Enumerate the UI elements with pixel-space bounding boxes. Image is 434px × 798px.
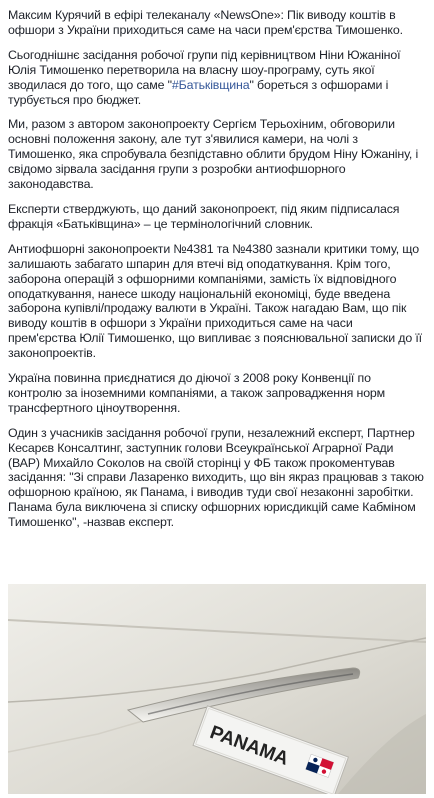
hashtag-link[interactable]: #Батьківщина (171, 77, 250, 92)
paragraph-2-text-before: Сьогоднішнє засідання робочої групи під керівництвом Ніни Южаніної Юлія Тимошенко перетворила на власну шоу-програму, суть якої зводилася до того, що саме " (8, 47, 401, 92)
post-paragraph-5: Антиофшорні законопроекти №4381 та №4380 зазнали критики тому, що залишають забагато шпарин для втечі від оподаткування. Крім того, заборона операцій з офшорними компаніями, замість їх відповідного оподаткування, нанесе шкоду національній економіці, буде введена заборона купівлі/продажу валюти в Україні. Також нагадаю Вам, що пік виводу коштів в офшори з України приходиться саме на часи прем'єрства Юлії Тимошенко, що випливає з пояснювальної записки до її законопроектів. (8, 241, 422, 361)
post-photo[interactable] (8, 584, 426, 794)
mailbox-photo (8, 584, 426, 794)
post-paragraph-1: Максим Курячий в ефірі телеканалу «NewsOne»: Пік виводу коштів в офшори з України приходиться саме на часи прем'єрства Тимошенко. (8, 8, 403, 37)
post-paragraph-6: Україна повинна приєднатися до діючої з 2008 року Конвенції по контролю за іноземними компаніями, а також запровадження норм трансфертного ціноутворення. (8, 371, 386, 415)
mailbox-label-text: PANAMA (207, 722, 292, 770)
post-paragraph-3: Ми, разом з автором законопроекту Сергієм Терьохіним, обговорили основні положення закону, але тут з'явилися камери, на чолі з Тимошенко, яка спробувала безпідставно облити брудом Ніну Южаніну, і свідомо зірвала засідання групи з розробки антиофшорного законодавства. (8, 117, 419, 192)
post-paragraph-4: Експерти стверджують, що даний законопроект, під яким підписалася фракція «Батьківщина» – це термінологічний словник. (8, 201, 400, 231)
post-paragraph-7: Один з учасників засідання робочої групи, незалежний експерт, Партнер Кесарєв Консалтинг, заступник голови Всеукраїнської Аграрної Ради (ВАР) Михайло Соколов на своїй сторінці у ФБ також прокоментував засідання: "Зі справи Лазаренко виходить, що він якраз працював з такою офшорною країною, як Панама, і виводив туди свої незаконні заробітки. Панама була виключена зі списку офшорних юрисдикцій саме Кабміном Тимошенко", -назвав експерт. (8, 425, 424, 530)
post-paragraph-2 (8, 48, 424, 108)
paragraph-2-text-after: " бореться з офшорами і турбується про бюджет. (8, 77, 389, 107)
